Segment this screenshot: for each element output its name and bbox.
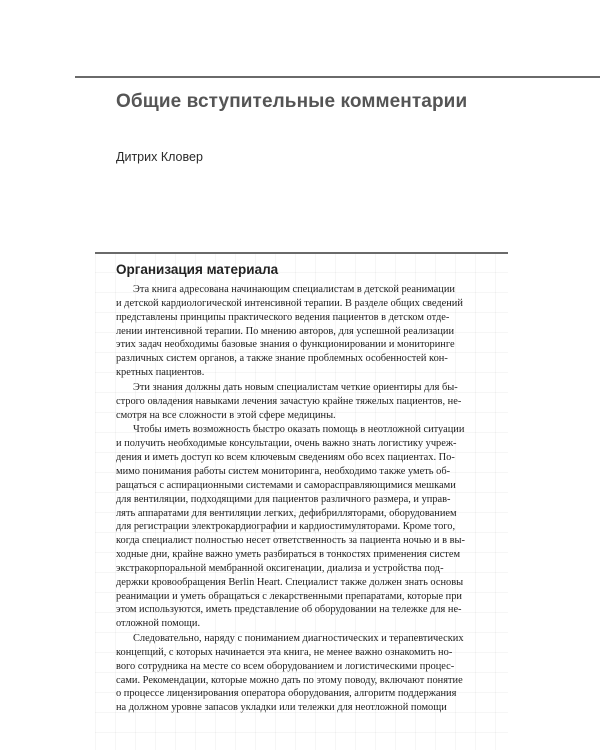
text-line: реанимации и уметь обращаться с лекарственными препаратами, которые при bbox=[116, 590, 462, 602]
text-line: для вентиляции, подходящими для пациентов различного размера, и управ- bbox=[116, 493, 451, 505]
page-header-band bbox=[0, 0, 600, 76]
text-line: представлены принципы практического ведения пациентов в детском отде- bbox=[116, 311, 450, 323]
text-line: Чтобы иметь возможность быстро оказать помощь в неотложной ситуации bbox=[133, 424, 465, 436]
section-body bbox=[116, 283, 496, 715]
text-line: о процессе лицензирования оператора оборудования, алгоритм поддержания bbox=[116, 688, 457, 700]
section-heading: Организация материала bbox=[116, 262, 279, 277]
chapter-top-rule bbox=[75, 76, 600, 78]
text-line: Эти знания должны дать новым специалистам четкие ориентиры для бы- bbox=[133, 381, 458, 393]
body-paragraph bbox=[116, 423, 496, 631]
text-line: на должном уровне запасов укладки или тележки для неотложной помощи bbox=[116, 702, 447, 714]
text-line: экстракорпоральной мембранной оксигенации, диализа и устройства под- bbox=[116, 562, 444, 574]
text-line: этом используются, иметь представление об оборудовании на тележке для не- bbox=[116, 604, 462, 616]
text-line: лять аппаратами для вентиляции легких, дефибрилляторами, оборудованием bbox=[116, 507, 457, 519]
text-line: Следовательно, наряду с пониманием диагностических и терапевтических bbox=[133, 633, 464, 645]
text-line: ращаться с аспирационными системами и саморасправляющимися мешками bbox=[116, 479, 456, 491]
text-line: лении интенсивной терапии. По мнению авторов, для успешной реализации bbox=[116, 325, 455, 337]
text-line: мимо понимания работы систем мониторинга, необходимо также уметь об- bbox=[116, 465, 451, 477]
text-line: смотря на все сложности в этой сфере медицины. bbox=[116, 409, 336, 421]
text-line: различных систем органов, а также знание проблемных особенностей кон- bbox=[116, 353, 448, 365]
body-paragraph bbox=[116, 283, 496, 380]
text-line: и детской кардиологической интенсивной терапии. В разделе общих сведений bbox=[116, 297, 463, 309]
text-line: для регистрации электрокардиографии и кардиостимуляторами. Кроме того, bbox=[116, 521, 456, 533]
section-top-rule bbox=[95, 252, 508, 254]
text-line: Эта книга адресована начинающим специалистам в детской реанимации bbox=[133, 284, 455, 295]
text-line: отложной помощи. bbox=[116, 618, 201, 630]
text-line: вого сотрудника на месте со всем оборудованием и логистическими процес- bbox=[116, 660, 455, 672]
text-line: концепций, с которых начинается эта книга, не менее важно ознакомить но- bbox=[116, 646, 453, 658]
text-line: когда специалист полностью несет ответственность за пациента ночью и в вы- bbox=[116, 535, 465, 547]
text-line: этих задач необходимы базовые знания о функционировании и мониторинге bbox=[116, 339, 455, 351]
body-paragraph bbox=[116, 381, 496, 423]
text-line: ходные дни, крайне важно уметь разбираться в тонкостях применения систем bbox=[116, 549, 461, 561]
text-line: дения и иметь доступ ко всем ключевым сведениям обо всех пациентах. По- bbox=[116, 452, 455, 464]
body-paragraph bbox=[116, 632, 496, 715]
text-line: сами. Рекомендации, которые можно дать по этому поводу, включают понятие bbox=[116, 674, 463, 686]
text-line: кретных пациентов. bbox=[116, 367, 205, 379]
text-line: строго овладения навыками лечения зачастую крайне тяжелых пациентов, не- bbox=[116, 395, 462, 407]
chapter-title: Общие вступительные комментарии bbox=[116, 91, 468, 112]
chapter-author: Дитрих Кловер bbox=[116, 150, 203, 164]
text-line: держки кровообращения Berlin Heart. Специалист также должен знать основы bbox=[116, 576, 464, 588]
text-line: и получить необходимые консультации, очень важно знать логистику учреж- bbox=[116, 438, 457, 450]
